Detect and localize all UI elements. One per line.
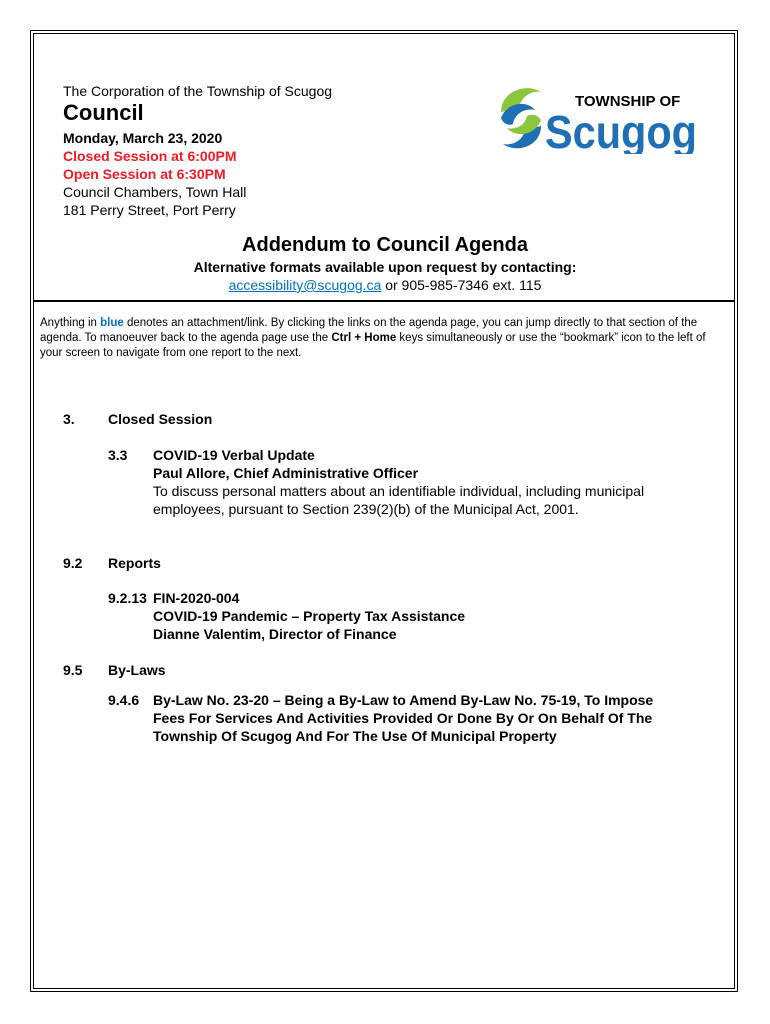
page-title: Council xyxy=(63,100,144,125)
closed-session-time: Closed Session at 6:00PM xyxy=(63,148,237,164)
item-9-4-6-number: 9.4.6 xyxy=(108,692,140,708)
accessibility-email-link[interactable]: accessibility@scugog.ca xyxy=(228,277,382,293)
organization-name: The Corporation of the Township of Scugog xyxy=(63,83,333,99)
alt-formats-text: Alternative formats available upon request by contacting: xyxy=(193,259,577,275)
contact-line xyxy=(0,277,770,293)
item-3-3-description-2: employees, pursuant to Section 239(2)(b) of the Municipal Act, 2001. xyxy=(153,501,579,517)
section-9-2-number: 9.2 xyxy=(63,555,83,571)
section-3-title: Closed Session xyxy=(108,411,213,427)
scugog-logo-icon xyxy=(497,82,701,154)
item-9-2-13-number: 9.2.13 xyxy=(108,590,147,606)
location-line-1: Council Chambers, Town Hall xyxy=(63,184,247,200)
section-3-number: 3. xyxy=(63,411,75,427)
note-part-2: denotes an attachment/link. By clicking the links on the agenda page, you can jump directly to that section of the agenda. To manoeuver back to the agenda page use the xyxy=(40,317,698,344)
item-3-3-description-1: To discuss personal matters about an identifiable individual, including municipal xyxy=(153,483,645,499)
location-line-2: 181 Perry Street, Port Perry xyxy=(63,202,236,218)
logo-main-text: Scugog xyxy=(545,106,697,154)
section-9-5-title: By-Laws xyxy=(108,662,166,678)
header-divider xyxy=(33,300,735,302)
item-9-2-13-presenter: Dianne Valentim, Director of Finance xyxy=(153,626,397,642)
item-3-3-presenter: Paul Allore, Chief Administrative Officer xyxy=(153,465,419,481)
item-3-3-number: 3.3 xyxy=(108,447,128,463)
section-9-5-number: 9.5 xyxy=(63,662,83,678)
logo-top-text: TOWNSHIP OF xyxy=(575,93,681,110)
addendum-title: Addendum to Council Agenda xyxy=(242,234,528,256)
item-9-4-6-line-1: By-Law No. 23-20 – Being a By-Law to Amend By-Law No. 75-19, To Impose xyxy=(153,692,654,708)
meeting-date: Monday, March 23, 2020 xyxy=(63,130,223,146)
note-keys: Ctrl + Home xyxy=(331,332,397,344)
note-blue-word: blue xyxy=(100,317,124,329)
navigation-note xyxy=(40,316,728,361)
open-session-time: Open Session at 6:30PM xyxy=(63,166,226,182)
contact-phone: or 905-985-7346 ext. 115 xyxy=(381,277,542,293)
township-logo xyxy=(497,82,701,154)
item-9-4-6-line-3: Township Of Scugog And For The Use Of Municipal Property xyxy=(153,728,557,744)
item-9-2-13-title: COVID-19 Pandemic – Property Tax Assistance xyxy=(153,608,466,624)
item-9-2-13-id: FIN-2020-004 xyxy=(153,590,240,606)
item-3-3-title: COVID-19 Verbal Update xyxy=(153,447,315,463)
note-part-1: Anything in xyxy=(40,317,101,329)
item-9-4-6-line-2: Fees For Services And Activities Provided Or Done By Or On Behalf Of The xyxy=(153,710,653,726)
section-9-2-title: Reports xyxy=(108,555,161,571)
note-part-3: keys simultaneously or use the “bookmark” icon to the left of your screen to navigate from one report to the next. xyxy=(40,332,706,359)
